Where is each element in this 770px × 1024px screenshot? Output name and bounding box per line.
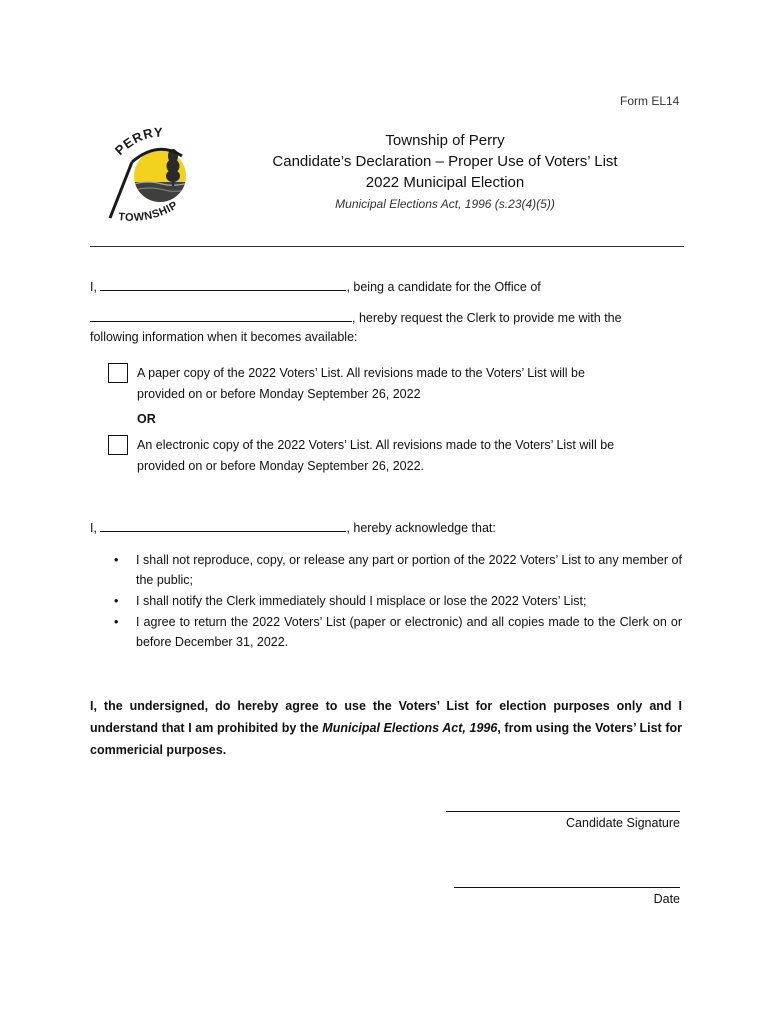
logo-bottom-text: TOWNSHIP [117,199,181,224]
logo-top-text: PERRY [111,126,164,159]
electronic-copy-line-2: provided on or before Monday September 26, 2022. [137,459,424,473]
svg-text:TOWNSHIP [118,199,180,224]
list-item-text: I agree to return the 2022 Voters’ List (paper or electronic) and all copies made to the Clerk on or before December 31, 2022. [136,615,682,649]
request-prefix: I, [90,280,97,294]
bullet-icon: • [114,615,119,629]
title-election: 2022 Municipal Election [365,174,525,191]
request-suffix-1: , being a candidate for the Office of [346,280,541,294]
date-label: Date [653,892,680,906]
perry-township-logo [98,126,218,226]
or-label: OR [137,412,156,426]
acknowledge-name-field[interactable] [100,517,346,532]
acknowledge-line [90,517,496,538]
title-township: Township of Perry [385,132,505,149]
bullet-icon: • [114,553,119,567]
paper-copy-checkbox[interactable] [108,363,128,383]
list-item-text: I shall not reproduce, copy, or release any part or portion of the 2022 Voters’ List to any member of the public; [136,553,682,587]
title-declaration: Candidate’s Declaration – Proper Use of Voters’ List [272,153,618,170]
request-line-1 [90,276,541,297]
list-item [112,612,682,652]
acknowledge-suffix: , hereby acknowledge that: [346,521,496,535]
bullet-icon: • [114,594,119,608]
signature-field[interactable] [446,811,680,812]
list-item-text: I shall notify the Clerk immediately should I misplace or lose the 2022 Voters’ List; [136,594,587,608]
request-suffix-2: , hereby request the Clerk to provide me with the [352,311,622,325]
agreement-act-name: Municipal Elections Act, 1996 [322,721,498,735]
request-line-2 [90,307,622,328]
office-field[interactable] [90,307,352,322]
agreement-text-2: , from using the Voters’ List for commericial purposes. [90,721,682,757]
acknowledgement-list [112,550,682,653]
agreement-statement [90,695,682,761]
paper-copy-line-1: A paper copy of the 2022 Voters’ List. All revisions made to the Voters’ List will be [137,366,585,380]
act-reference: Municipal Elections Act, 1996 (s.23(4)(5)) [335,197,555,211]
agreement-text-1: I, the undersigned, do hereby agree to use the Voters’ List for election purposes only and I understand that I am prohibited by the [90,699,682,735]
header-divider [90,246,684,247]
electronic-copy-checkbox[interactable] [108,435,128,455]
acknowledge-prefix: I, [90,521,97,535]
list-item [112,550,682,590]
form-number: Form EL14 [620,94,680,108]
signature-label: Candidate Signature [566,816,680,830]
date-field[interactable] [454,887,680,888]
paper-copy-line-2: provided on or before Monday September 26, 2022 [137,387,421,401]
candidate-name-field[interactable] [100,276,346,291]
electronic-copy-line-1: An electronic copy of the 2022 Voters’ List. All revisions made to the Voters’ List will be [137,438,615,452]
list-item [112,591,682,611]
request-line-3: following information when it becomes available: [90,330,358,344]
document-header [235,130,655,215]
